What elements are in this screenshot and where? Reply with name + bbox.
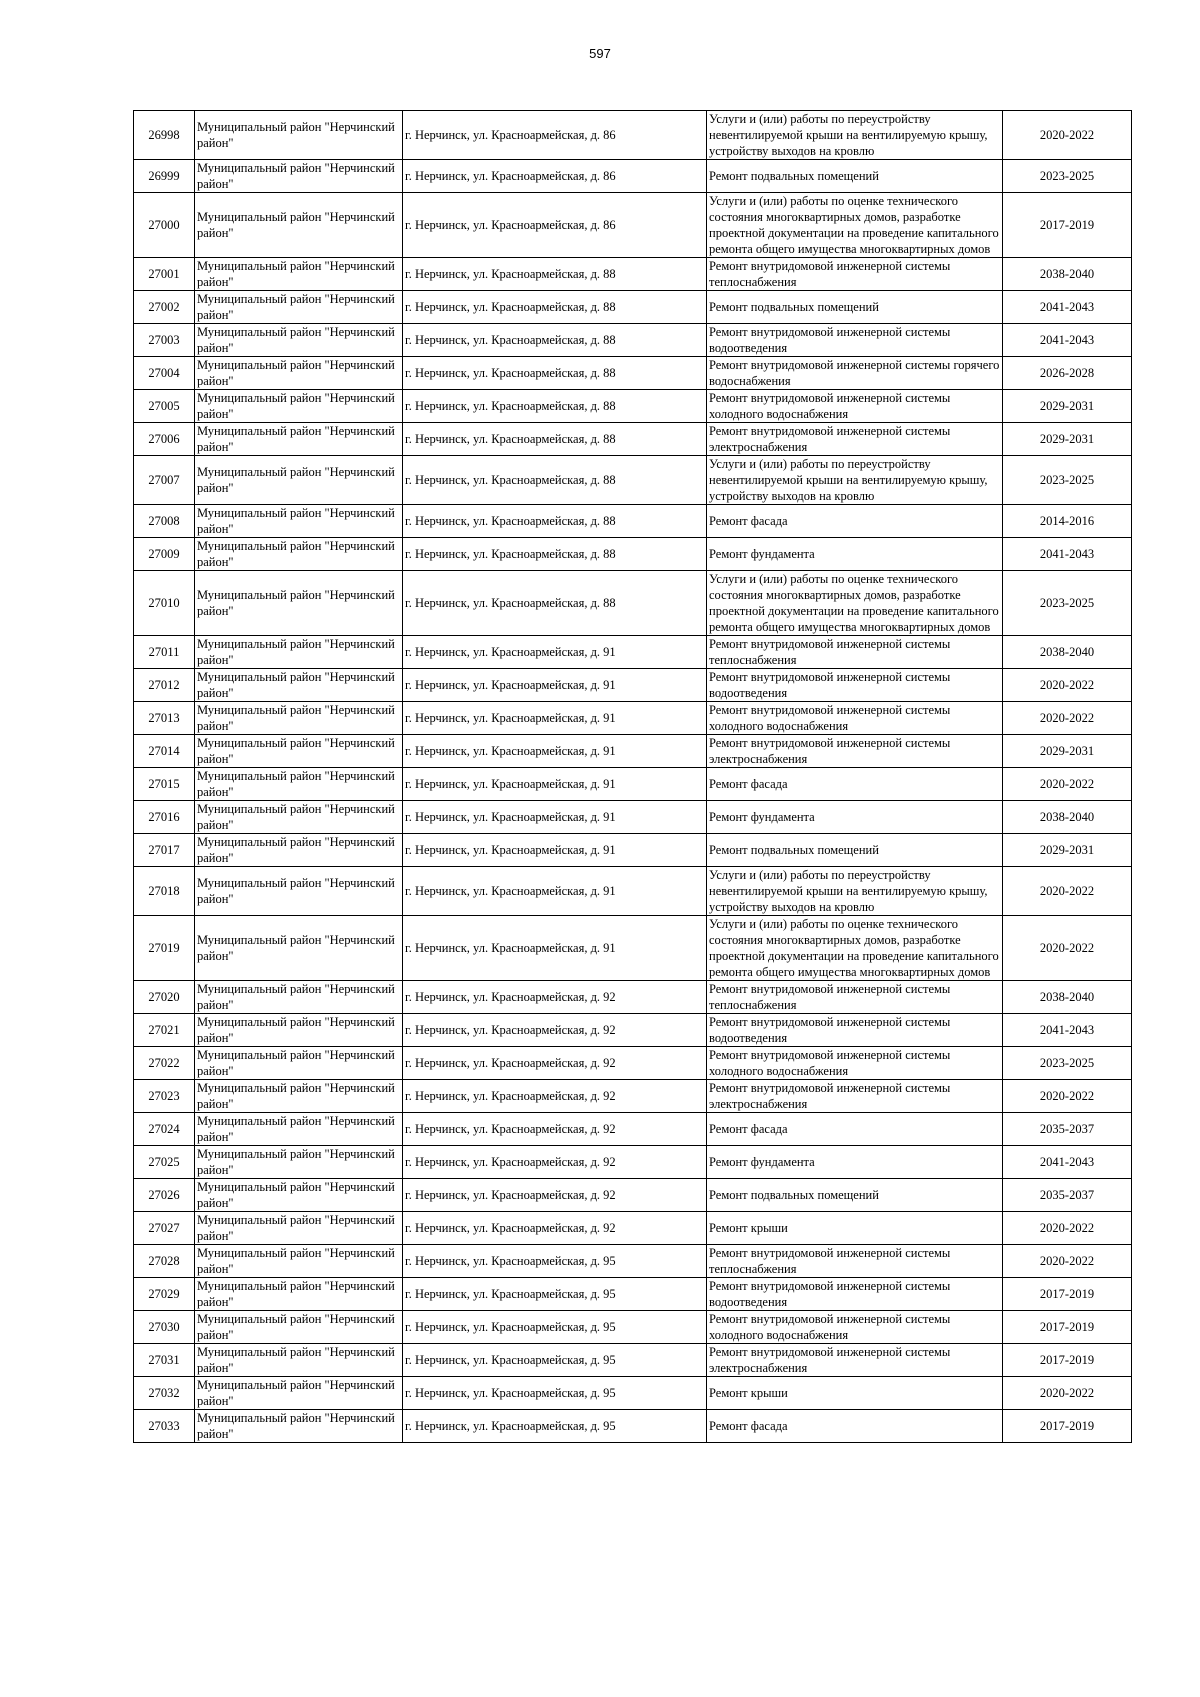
- record-number-cell: 27002: [134, 291, 195, 324]
- table-row: [134, 636, 1132, 669]
- period-cell: 2020-2022: [1003, 669, 1132, 702]
- table-row: [134, 160, 1132, 193]
- record-number-cell: 27010: [134, 571, 195, 636]
- address-cell: г. Нерчинск, ул. Красноармейская, д. 86: [403, 160, 707, 193]
- period-cell: 2029-2031: [1003, 735, 1132, 768]
- period-cell: 2020-2022: [1003, 1080, 1132, 1113]
- table-row: [134, 1410, 1132, 1443]
- record-number-cell: 27021: [134, 1014, 195, 1047]
- record-number-cell: 27022: [134, 1047, 195, 1080]
- period-cell: 2035-2037: [1003, 1179, 1132, 1212]
- address-cell: г. Нерчинск, ул. Красноармейская, д. 95: [403, 1410, 707, 1443]
- period-cell: 2020-2022: [1003, 1377, 1132, 1410]
- record-number-cell: 27023: [134, 1080, 195, 1113]
- work-type-cell: Ремонт фундамента: [707, 801, 1003, 834]
- table-row: [134, 702, 1132, 735]
- table-row: [134, 1245, 1132, 1278]
- address-cell: г. Нерчинск, ул. Красноармейская, д. 91: [403, 801, 707, 834]
- period-cell: 2023-2025: [1003, 571, 1132, 636]
- record-number-cell: 27003: [134, 324, 195, 357]
- record-number-cell: 27026: [134, 1179, 195, 1212]
- record-number-cell: 27024: [134, 1113, 195, 1146]
- record-number-cell: 27013: [134, 702, 195, 735]
- period-cell: 2041-2043: [1003, 538, 1132, 571]
- municipality-cell: Муниципальный район "Нерчинский район": [195, 505, 403, 538]
- table-row: [134, 768, 1132, 801]
- period-cell: 2029-2031: [1003, 834, 1132, 867]
- work-type-cell: Ремонт внутридомовой инженерной системы электроснабжения: [707, 423, 1003, 456]
- repair-schedule-table: [133, 110, 1132, 1443]
- period-cell: 2023-2025: [1003, 456, 1132, 505]
- address-cell: г. Нерчинск, ул. Красноармейская, д. 88: [403, 538, 707, 571]
- address-cell: г. Нерчинск, ул. Красноармейская, д. 91: [403, 735, 707, 768]
- table-row: [134, 1014, 1132, 1047]
- municipality-cell: Муниципальный район "Нерчинский район": [195, 801, 403, 834]
- period-cell: 2014-2016: [1003, 505, 1132, 538]
- address-cell: г. Нерчинск, ул. Красноармейская, д. 88: [403, 390, 707, 423]
- address-cell: г. Нерчинск, ул. Красноармейская, д. 91: [403, 669, 707, 702]
- municipality-cell: Муниципальный район "Нерчинский район": [195, 324, 403, 357]
- record-number-cell: 27000: [134, 193, 195, 258]
- table-row: [134, 834, 1132, 867]
- municipality-cell: Муниципальный район "Нерчинский район": [195, 768, 403, 801]
- municipality-cell: Муниципальный район "Нерчинский район": [195, 1377, 403, 1410]
- table-row: [134, 801, 1132, 834]
- work-type-cell: Ремонт внутридомовой инженерной системы электроснабжения: [707, 1080, 1003, 1113]
- record-number-cell: 27028: [134, 1245, 195, 1278]
- municipality-cell: Муниципальный район "Нерчинский район": [195, 1080, 403, 1113]
- address-cell: г. Нерчинск, ул. Красноармейская, д. 95: [403, 1245, 707, 1278]
- record-number-cell: 27004: [134, 357, 195, 390]
- address-cell: г. Нерчинск, ул. Красноармейская, д. 92: [403, 1113, 707, 1146]
- work-type-cell: Услуги и (или) работы по переустройству невентилируемой крыши на вентилируемую крышу, устройству выходов на кровлю: [707, 867, 1003, 916]
- address-cell: г. Нерчинск, ул. Красноармейская, д. 92: [403, 1179, 707, 1212]
- work-type-cell: Ремонт внутридомовой инженерной системы холодного водоснабжения: [707, 1311, 1003, 1344]
- address-cell: г. Нерчинск, ул. Красноармейская, д. 92: [403, 1014, 707, 1047]
- period-cell: 2020-2022: [1003, 1245, 1132, 1278]
- address-cell: г. Нерчинск, ул. Красноармейская, д. 91: [403, 916, 707, 981]
- work-type-cell: Ремонт внутридомовой инженерной системы теплоснабжения: [707, 258, 1003, 291]
- work-type-cell: Ремонт фасада: [707, 1113, 1003, 1146]
- table-row: [134, 456, 1132, 505]
- table-body: [134, 111, 1132, 1443]
- work-type-cell: Ремонт крыши: [707, 1377, 1003, 1410]
- municipality-cell: Муниципальный район "Нерчинский район": [195, 981, 403, 1014]
- period-cell: 2035-2037: [1003, 1113, 1132, 1146]
- municipality-cell: Муниципальный район "Нерчинский район": [195, 1113, 403, 1146]
- page-number: 597: [589, 46, 611, 61]
- address-cell: г. Нерчинск, ул. Красноармейская, д. 86: [403, 193, 707, 258]
- address-cell: г. Нерчинск, ул. Красноармейская, д. 86: [403, 111, 707, 160]
- record-number-cell: 27008: [134, 505, 195, 538]
- period-cell: 2041-2043: [1003, 1146, 1132, 1179]
- municipality-cell: Муниципальный район "Нерчинский район": [195, 1278, 403, 1311]
- table-row: [134, 1080, 1132, 1113]
- address-cell: г. Нерчинск, ул. Красноармейская, д. 88: [403, 324, 707, 357]
- municipality-cell: Муниципальный район "Нерчинский район": [195, 1047, 403, 1080]
- work-type-cell: Ремонт внутридомовой инженерной системы холодного водоснабжения: [707, 702, 1003, 735]
- address-cell: г. Нерчинск, ул. Красноармейская, д. 95: [403, 1344, 707, 1377]
- period-cell: 2020-2022: [1003, 867, 1132, 916]
- work-type-cell: Ремонт внутридомовой инженерной системы горячего водоснабжения: [707, 357, 1003, 390]
- record-number-cell: 27032: [134, 1377, 195, 1410]
- table-row: [134, 258, 1132, 291]
- municipality-cell: Муниципальный район "Нерчинский район": [195, 636, 403, 669]
- address-cell: г. Нерчинск, ул. Красноармейская, д. 95: [403, 1278, 707, 1311]
- municipality-cell: Муниципальный район "Нерчинский район": [195, 669, 403, 702]
- address-cell: г. Нерчинск, ул. Красноармейская, д. 92: [403, 1047, 707, 1080]
- table-row: [134, 981, 1132, 1014]
- municipality-cell: Муниципальный район "Нерчинский район": [195, 916, 403, 981]
- table-row: [134, 538, 1132, 571]
- table-row: [134, 1047, 1132, 1080]
- work-type-cell: Услуги и (или) работы по переустройству невентилируемой крыши на вентилируемую крышу, устройству выходов на кровлю: [707, 111, 1003, 160]
- address-cell: г. Нерчинск, ул. Красноармейская, д. 91: [403, 834, 707, 867]
- work-type-cell: Услуги и (или) работы по оценке технического состояния многоквартирных домов, разработке проектной документации на проведение капитального ремонта общего имущества многоквартирных домов: [707, 916, 1003, 981]
- record-number-cell: 27016: [134, 801, 195, 834]
- work-type-cell: Ремонт внутридомовой инженерной системы водоотведения: [707, 669, 1003, 702]
- period-cell: 2020-2022: [1003, 111, 1132, 160]
- record-number-cell: 27001: [134, 258, 195, 291]
- municipality-cell: Муниципальный район "Нерчинский район": [195, 702, 403, 735]
- address-cell: г. Нерчинск, ул. Красноармейская, д. 88: [403, 505, 707, 538]
- table-row: [134, 916, 1132, 981]
- table-row: [134, 357, 1132, 390]
- period-cell: 2041-2043: [1003, 1014, 1132, 1047]
- record-number-cell: 27017: [134, 834, 195, 867]
- work-type-cell: Услуги и (или) работы по переустройству невентилируемой крыши на вентилируемую крышу, устройству выходов на кровлю: [707, 456, 1003, 505]
- table-row: [134, 867, 1132, 916]
- municipality-cell: Муниципальный район "Нерчинский район": [195, 390, 403, 423]
- work-type-cell: Услуги и (или) работы по оценке технического состояния многоквартирных домов, разработке проектной документации на проведение капитального ремонта общего имущества многоквартирных домов: [707, 571, 1003, 636]
- work-type-cell: Ремонт подвальных помещений: [707, 1179, 1003, 1212]
- work-type-cell: Ремонт фундамента: [707, 1146, 1003, 1179]
- work-type-cell: Ремонт фасада: [707, 768, 1003, 801]
- municipality-cell: Муниципальный район "Нерчинский район": [195, 571, 403, 636]
- table-row: [134, 423, 1132, 456]
- table-row: [134, 291, 1132, 324]
- table-row: [134, 111, 1132, 160]
- record-number-cell: 27009: [134, 538, 195, 571]
- work-type-cell: Ремонт внутридомовой инженерной системы водоотведения: [707, 1278, 1003, 1311]
- address-cell: г. Нерчинск, ул. Красноармейская, д. 92: [403, 1146, 707, 1179]
- table-row: [134, 1179, 1132, 1212]
- record-number-cell: 27031: [134, 1344, 195, 1377]
- table-row: [134, 505, 1132, 538]
- address-cell: г. Нерчинск, ул. Красноармейская, д. 95: [403, 1377, 707, 1410]
- table-row: [134, 1212, 1132, 1245]
- municipality-cell: Муниципальный район "Нерчинский район": [195, 1410, 403, 1443]
- address-cell: г. Нерчинск, ул. Красноармейская, д. 95: [403, 1311, 707, 1344]
- address-cell: г. Нерчинск, ул. Красноармейская, д. 88: [403, 258, 707, 291]
- work-type-cell: Ремонт внутридомовой инженерной системы теплоснабжения: [707, 981, 1003, 1014]
- period-cell: 2029-2031: [1003, 390, 1132, 423]
- table-row: [134, 1377, 1132, 1410]
- municipality-cell: Муниципальный район "Нерчинский район": [195, 867, 403, 916]
- period-cell: 2029-2031: [1003, 423, 1132, 456]
- table-row: [134, 1344, 1132, 1377]
- address-cell: г. Нерчинск, ул. Красноармейская, д. 88: [403, 571, 707, 636]
- work-type-cell: Ремонт фасада: [707, 505, 1003, 538]
- address-cell: г. Нерчинск, ул. Красноармейская, д. 91: [403, 867, 707, 916]
- record-number-cell: 26998: [134, 111, 195, 160]
- address-cell: г. Нерчинск, ул. Красноармейская, д. 92: [403, 981, 707, 1014]
- period-cell: 2017-2019: [1003, 1344, 1132, 1377]
- municipality-cell: Муниципальный район "Нерчинский район": [195, 456, 403, 505]
- table-row: [134, 324, 1132, 357]
- period-cell: 2017-2019: [1003, 1278, 1132, 1311]
- municipality-cell: Муниципальный район "Нерчинский район": [195, 1179, 403, 1212]
- work-type-cell: Ремонт подвальных помещений: [707, 291, 1003, 324]
- municipality-cell: Муниципальный район "Нерчинский район": [195, 111, 403, 160]
- work-type-cell: Услуги и (или) работы по оценке технического состояния многоквартирных домов, разработке проектной документации на проведение капитального ремонта общего имущества многоквартирных домов: [707, 193, 1003, 258]
- record-number-cell: 27030: [134, 1311, 195, 1344]
- table-row: [134, 390, 1132, 423]
- municipality-cell: Муниципальный район "Нерчинский район": [195, 735, 403, 768]
- record-number-cell: 27007: [134, 456, 195, 505]
- municipality-cell: Муниципальный район "Нерчинский район": [195, 291, 403, 324]
- municipality-cell: Муниципальный район "Нерчинский район": [195, 1146, 403, 1179]
- period-cell: 2038-2040: [1003, 258, 1132, 291]
- work-type-cell: Ремонт внутридомовой инженерной системы электроснабжения: [707, 1344, 1003, 1377]
- period-cell: 2020-2022: [1003, 768, 1132, 801]
- period-cell: 2041-2043: [1003, 324, 1132, 357]
- table-row: [134, 669, 1132, 702]
- address-cell: г. Нерчинск, ул. Красноармейская, д. 91: [403, 636, 707, 669]
- municipality-cell: Муниципальный район "Нерчинский район": [195, 1245, 403, 1278]
- municipality-cell: Муниципальный район "Нерчинский район": [195, 193, 403, 258]
- work-type-cell: Ремонт фасада: [707, 1410, 1003, 1443]
- municipality-cell: Муниципальный район "Нерчинский район": [195, 1311, 403, 1344]
- period-cell: 2020-2022: [1003, 1212, 1132, 1245]
- table-row: [134, 1311, 1132, 1344]
- work-type-cell: Ремонт внутридомовой инженерной системы водоотведения: [707, 324, 1003, 357]
- record-number-cell: 27018: [134, 867, 195, 916]
- record-number-cell: 27015: [134, 768, 195, 801]
- municipality-cell: Муниципальный район "Нерчинский район": [195, 538, 403, 571]
- record-number-cell: 27012: [134, 669, 195, 702]
- period-cell: 2020-2022: [1003, 916, 1132, 981]
- period-cell: 2026-2028: [1003, 357, 1132, 390]
- record-number-cell: 26999: [134, 160, 195, 193]
- table-row: [134, 571, 1132, 636]
- municipality-cell: Муниципальный район "Нерчинский район": [195, 1014, 403, 1047]
- period-cell: 2023-2025: [1003, 160, 1132, 193]
- table-row: [134, 735, 1132, 768]
- work-type-cell: Ремонт подвальных помещений: [707, 160, 1003, 193]
- municipality-cell: Муниципальный район "Нерчинский район": [195, 357, 403, 390]
- period-cell: 2017-2019: [1003, 1311, 1132, 1344]
- work-type-cell: Ремонт внутридомовой инженерной системы холодного водоснабжения: [707, 1047, 1003, 1080]
- record-number-cell: 27006: [134, 423, 195, 456]
- period-cell: 2017-2019: [1003, 1410, 1132, 1443]
- record-number-cell: 27011: [134, 636, 195, 669]
- record-number-cell: 27029: [134, 1278, 195, 1311]
- municipality-cell: Муниципальный район "Нерчинский район": [195, 1344, 403, 1377]
- period-cell: 2038-2040: [1003, 981, 1132, 1014]
- record-number-cell: 27020: [134, 981, 195, 1014]
- municipality-cell: Муниципальный район "Нерчинский район": [195, 258, 403, 291]
- table-row: [134, 1113, 1132, 1146]
- work-type-cell: Ремонт внутридомовой инженерной системы водоотведения: [707, 1014, 1003, 1047]
- address-cell: г. Нерчинск, ул. Красноармейская, д. 88: [403, 291, 707, 324]
- record-number-cell: 27014: [134, 735, 195, 768]
- work-type-cell: Ремонт подвальных помещений: [707, 834, 1003, 867]
- work-type-cell: Ремонт крыши: [707, 1212, 1003, 1245]
- period-cell: 2017-2019: [1003, 193, 1132, 258]
- address-cell: г. Нерчинск, ул. Красноармейская, д. 88: [403, 357, 707, 390]
- period-cell: 2038-2040: [1003, 801, 1132, 834]
- table-row: [134, 193, 1132, 258]
- address-cell: г. Нерчинск, ул. Красноармейская, д. 91: [403, 768, 707, 801]
- record-number-cell: 27019: [134, 916, 195, 981]
- work-type-cell: Ремонт фундамента: [707, 538, 1003, 571]
- record-number-cell: 27033: [134, 1410, 195, 1443]
- address-cell: г. Нерчинск, ул. Красноармейская, д. 92: [403, 1080, 707, 1113]
- record-number-cell: 27025: [134, 1146, 195, 1179]
- period-cell: 2038-2040: [1003, 636, 1132, 669]
- period-cell: 2020-2022: [1003, 702, 1132, 735]
- table-row: [134, 1146, 1132, 1179]
- table-row: [134, 1278, 1132, 1311]
- period-cell: 2023-2025: [1003, 1047, 1132, 1080]
- address-cell: г. Нерчинск, ул. Красноармейская, д. 88: [403, 423, 707, 456]
- address-cell: г. Нерчинск, ул. Красноармейская, д. 88: [403, 456, 707, 505]
- work-type-cell: Ремонт внутридомовой инженерной системы теплоснабжения: [707, 636, 1003, 669]
- work-type-cell: Ремонт внутридомовой инженерной системы электроснабжения: [707, 735, 1003, 768]
- record-number-cell: 27005: [134, 390, 195, 423]
- municipality-cell: Муниципальный район "Нерчинский район": [195, 1212, 403, 1245]
- address-cell: г. Нерчинск, ул. Красноармейская, д. 92: [403, 1212, 707, 1245]
- work-type-cell: Ремонт внутридомовой инженерной системы теплоснабжения: [707, 1245, 1003, 1278]
- municipality-cell: Муниципальный район "Нерчинский район": [195, 160, 403, 193]
- address-cell: г. Нерчинск, ул. Красноармейская, д. 91: [403, 702, 707, 735]
- period-cell: 2041-2043: [1003, 291, 1132, 324]
- municipality-cell: Муниципальный район "Нерчинский район": [195, 834, 403, 867]
- municipality-cell: Муниципальный район "Нерчинский район": [195, 423, 403, 456]
- record-number-cell: 27027: [134, 1212, 195, 1245]
- work-type-cell: Ремонт внутридомовой инженерной системы холодного водоснабжения: [707, 390, 1003, 423]
